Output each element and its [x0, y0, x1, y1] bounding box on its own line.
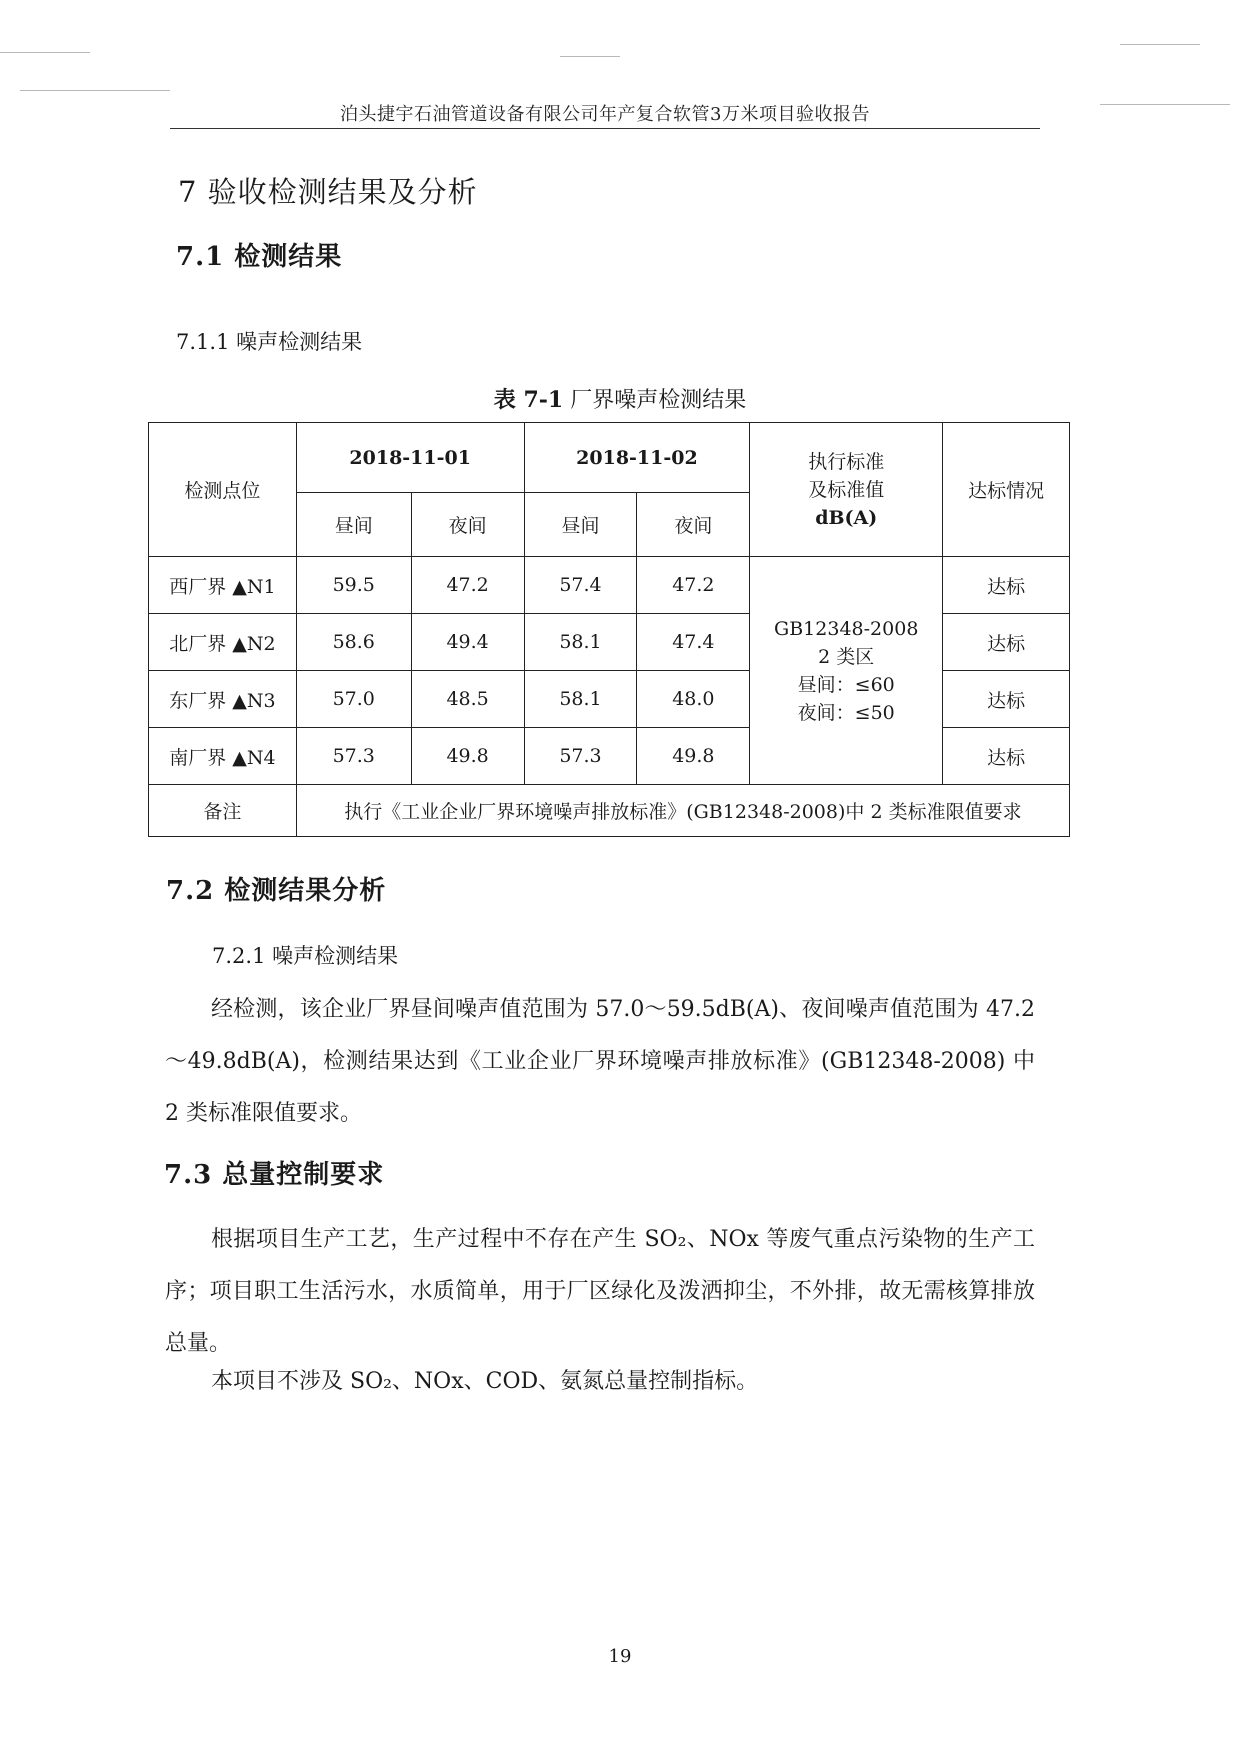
- scan-artifact: [1100, 104, 1230, 105]
- header-standard: [750, 423, 943, 557]
- value-cell: 58.1: [524, 614, 637, 671]
- value-cell: 47.2: [637, 557, 750, 614]
- value-cell: 57.3: [524, 728, 637, 785]
- point-cell: 西厂界 ▲N1: [149, 557, 297, 614]
- noise-results-table: [148, 422, 1070, 837]
- compliance-cell: 达标: [943, 671, 1070, 728]
- value-cell: 47.4: [637, 614, 750, 671]
- value-cell: 57.4: [524, 557, 637, 614]
- compliance-cell: 达标: [943, 557, 1070, 614]
- scan-artifact: [20, 90, 170, 91]
- header-d2-day: 昼间: [524, 493, 637, 557]
- value-cell: 47.2: [411, 557, 524, 614]
- compliance-cell: 达标: [943, 614, 1070, 671]
- table-caption: [0, 383, 1240, 414]
- point-cell: 东厂界 ▲N3: [149, 671, 297, 728]
- value-cell: 57.3: [296, 728, 411, 785]
- header-point: 检测点位: [149, 423, 297, 557]
- value-cell: 48.0: [637, 671, 750, 728]
- standard-value-line2: 2 类区: [818, 645, 875, 668]
- subsection-7-2-1-title: 7.2.1 噪声检测结果: [212, 944, 399, 968]
- scan-artifact: [560, 56, 620, 57]
- total-control-paragraph-1: 根据项目生产工艺，生产过程中不存在产生 SO₂、NOx 等废气重点污染物的生产工序；项目职工生活污水，水质简单，用于厂区绿化及泼洒抑尘，不外排，故无需核算排放总量。: [165, 1227, 1035, 1356]
- point-cell: 北厂界 ▲N2: [149, 614, 297, 671]
- remark-text: 执行《工业企业厂界环境噪声排放标准》(GB12348-2008)中 2 类标准限值要求: [296, 785, 1069, 837]
- standard-value-line1: GB12348-2008: [774, 617, 919, 640]
- remark-label: 备注: [149, 785, 297, 837]
- scan-artifact: [0, 52, 90, 53]
- header-d1-day: 昼间: [296, 493, 411, 557]
- value-cell: 59.5: [296, 557, 411, 614]
- value-cell: 49.4: [411, 614, 524, 671]
- table-row: [149, 557, 1070, 614]
- header-d2-night: 夜间: [637, 493, 750, 557]
- section-7-3-title: 7.3 总量控制要求: [164, 1160, 385, 1190]
- compliance-cell: 达标: [943, 728, 1070, 785]
- section-7-title: 7 验收检测结果及分析: [178, 175, 478, 209]
- running-header: 泊头捷宇石油管道设备有限公司年产复合软管3万米项目验收报告: [340, 104, 870, 125]
- header-standard-line2: 及标准值: [808, 478, 885, 501]
- subsection-7-1-1-title: 7.1.1 噪声检测结果: [176, 330, 363, 354]
- value-cell: 48.5: [411, 671, 524, 728]
- header-date-1: 2018-11-01: [296, 423, 524, 493]
- header-compliance: 达标情况: [943, 423, 1070, 557]
- point-cell: 南厂界 ▲N4: [149, 728, 297, 785]
- scan-artifact: [1120, 44, 1200, 45]
- table-caption-number: 表 7-1: [493, 387, 564, 413]
- table-caption-text: 厂界噪声检测结果: [570, 388, 747, 413]
- standard-value-line3: 昼间：≤60: [797, 673, 895, 696]
- value-cell: 58.1: [524, 671, 637, 728]
- page-number: 19: [608, 1646, 632, 1667]
- standard-value-cell: [750, 557, 943, 785]
- value-cell: 49.8: [411, 728, 524, 785]
- standard-value-line4: 夜间：≤50: [797, 701, 895, 724]
- value-cell: 49.8: [637, 728, 750, 785]
- total-control-paragraph-2: 本项目不涉及 SO₂、NOx、COD、氨氮总量控制指标。: [211, 1369, 759, 1394]
- header-d1-night: 夜间: [411, 493, 524, 557]
- header-rule: [170, 128, 1040, 129]
- header-date-2: 2018-11-02: [524, 423, 750, 493]
- value-cell: 58.6: [296, 614, 411, 671]
- analysis-paragraph: 经检测，该企业厂界昼间噪声值范围为 57.0～59.5dB(A)、夜间噪声值范围为 47.2～49.8dB(A)，检测结果达到《工业企业厂界环境噪声排放标准》(GB12348-2008) 中 2 类标准限值要求。: [165, 997, 1035, 1126]
- section-7-2-title: 7.2 检测结果分析: [166, 876, 387, 906]
- header-standard-unit: dB(A): [815, 506, 878, 529]
- section-7-1-title: 7.1 检测结果: [176, 242, 343, 272]
- value-cell: 57.0: [296, 671, 411, 728]
- header-standard-line1: 执行标准: [808, 450, 885, 473]
